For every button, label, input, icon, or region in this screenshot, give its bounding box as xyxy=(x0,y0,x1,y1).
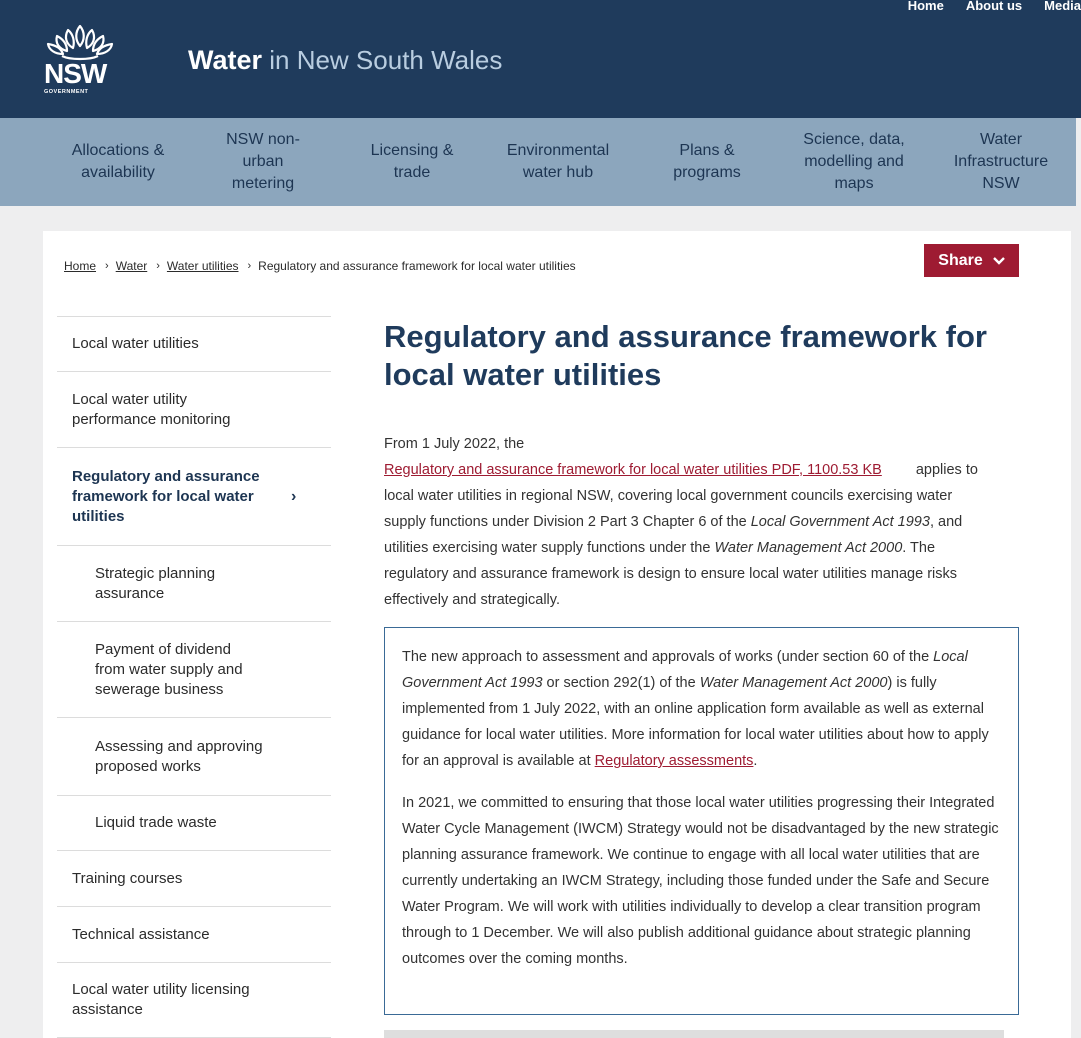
utility-nav xyxy=(908,0,1081,13)
callout-text: ) is fully implemented from 1 July 2022, with an online application form available as well as external guidance for local water utilities. More information for local water utilities about how to apply for an approval is available at xyxy=(402,675,989,769)
nav-item-label: Water xyxy=(979,131,1023,148)
share-button-label: Share xyxy=(938,251,983,269)
nav-item-environmental[interactable] xyxy=(491,118,625,206)
sidebar-item-label: proposed works xyxy=(95,757,201,775)
site-title[interactable] xyxy=(188,45,502,76)
site-title-light: in New South Wales xyxy=(262,45,503,75)
sidebar-item-label: Technical assistance xyxy=(72,925,210,943)
nav-item-label: maps xyxy=(834,175,874,192)
intro-text: . The regulatory and assurance framework is design to ensure local water utilities manage risks effectively and strategically. xyxy=(384,540,958,608)
nav-item-label: Allocations & xyxy=(71,142,165,159)
utility-link-home[interactable]: Home xyxy=(907,0,944,13)
site-header xyxy=(0,0,1081,118)
sidebar-item-liquid-trade-waste[interactable] xyxy=(57,795,331,850)
sidebar-item-label: sewerage business xyxy=(95,680,224,698)
nav-item-label: Licensing & xyxy=(370,142,454,159)
sidebar-item-label: Local water utility xyxy=(72,390,188,408)
text-line-fragment xyxy=(384,1028,1004,1038)
sidebar-item-label: utilities xyxy=(72,507,125,525)
sidebar-item-label: Strategic planning xyxy=(95,564,216,582)
regulatory-assessments-link[interactable]: Regulatory assessments xyxy=(594,753,754,769)
sidebar-item-label: Assessing and approving xyxy=(95,737,263,755)
callout-text: or section 292(1) of the xyxy=(542,675,700,691)
intro-text: From 1 July 2022, the xyxy=(384,436,525,452)
utility-link-media[interactable]: Media xyxy=(1044,0,1081,13)
sidebar-item-regulatory-framework[interactable] xyxy=(57,447,331,545)
waratah-icon xyxy=(42,22,118,62)
nav-item-label: trade xyxy=(393,164,431,181)
nav-item-label: NSW non- xyxy=(226,131,300,148)
callout-act-name: Local Government Act 1993 xyxy=(402,649,968,691)
breadcrumb xyxy=(64,259,576,273)
nav-item-label: availability xyxy=(81,164,155,181)
chevron-right-icon: › xyxy=(156,260,160,272)
sidebar-item-licensing-assistance[interactable] xyxy=(57,962,331,1038)
chevron-down-icon xyxy=(993,257,1005,265)
cut-off-paragraph xyxy=(384,1028,1024,1038)
sidebar-item-label: performance monitoring xyxy=(72,410,231,428)
logo-subtitle: GOVERNMENT xyxy=(44,89,89,95)
nav-item-science[interactable] xyxy=(786,118,922,206)
nav-item-label: Infrastructure xyxy=(953,153,1049,170)
sidebar-item-label: assistance xyxy=(72,1001,143,1018)
logo-abbreviation: NSW xyxy=(44,58,107,89)
nav-item-label: modelling and xyxy=(804,153,904,170)
main-nav xyxy=(0,118,1076,206)
sidebar-item-label: Training courses xyxy=(72,869,183,887)
sidebar-item-label: Local water utility licensing xyxy=(72,981,250,998)
nav-item-label: water hub xyxy=(522,164,594,181)
sidebar-item-label: framework for local water xyxy=(72,487,254,505)
callout-box xyxy=(384,627,1019,1015)
breadcrumb-home[interactable]: Home xyxy=(64,259,97,273)
utility-link-about[interactable]: About us xyxy=(965,0,1023,13)
intro-paragraph xyxy=(384,431,994,613)
nav-item-allocations[interactable] xyxy=(58,118,178,206)
breadcrumb-current: Regulatory and assurance framework for local water utilities xyxy=(258,259,576,273)
breadcrumb-water[interactable]: Water xyxy=(115,259,148,273)
site-title-strong: Water xyxy=(188,45,263,75)
sidebar-item-payment-of-dividend[interactable] xyxy=(57,621,331,717)
sidebar-item-label: Regulatory and assurance xyxy=(72,467,260,485)
intro-act-name: Water Management Act 2000 xyxy=(714,540,903,556)
intro-text: applies to local water utilities in regional NSW, covering local government councils exercising water supply functions under Division 2 Part 3 Chapter 6 of the xyxy=(384,462,978,530)
nsw-government-logo[interactable] xyxy=(42,22,118,102)
sidebar-item-training-courses[interactable] xyxy=(57,850,331,906)
sidebar-item-assessing-works[interactable] xyxy=(57,717,331,795)
sidebar-item-technical-assistance[interactable] xyxy=(57,906,331,962)
sidebar-item-performance-monitoring[interactable] xyxy=(57,371,331,447)
intro-text: , and utilities exercising water supply functions under the xyxy=(384,514,963,556)
chevron-right-icon: › xyxy=(105,260,109,272)
sidebar-item-label: Liquid trade waste xyxy=(95,814,217,831)
nav-item-label: programs xyxy=(673,164,741,181)
share-button[interactable] xyxy=(924,244,1019,277)
callout-text: The new approach to assessment and approvals of works (under section 60 of the xyxy=(402,649,934,665)
nav-item-metering[interactable] xyxy=(205,118,321,206)
sidebar-item-label: assurance xyxy=(95,584,165,602)
nav-item-label: Science, data, xyxy=(803,131,905,148)
nav-item-infrastructure[interactable] xyxy=(940,118,1062,206)
nav-item-licensing[interactable] xyxy=(352,118,472,206)
sidebar-item-label: from water supply and xyxy=(95,660,243,678)
chevron-right-icon: › xyxy=(247,260,252,272)
page-title: Regulatory and assurance framework for local water utilities xyxy=(384,319,987,392)
framework-pdf-link[interactable]: Regulatory and assurance framework for local water utilities PDF, 1100.53 KB xyxy=(384,462,882,478)
nav-item-label: metering xyxy=(231,175,295,192)
nav-item-label: urban xyxy=(242,153,284,170)
breadcrumb-water-utilities[interactable]: Water utilities xyxy=(166,259,239,273)
callout-paragraph xyxy=(402,644,1000,774)
sidebar-item-label: Payment of dividend xyxy=(95,640,231,658)
chevron-right-icon: › xyxy=(291,487,297,505)
callout-text: . xyxy=(753,753,758,769)
sidebar-item-label: Local water utilities xyxy=(72,335,199,352)
nav-item-plans[interactable] xyxy=(655,118,759,206)
nav-item-label: NSW xyxy=(982,175,1020,192)
nav-item-label: Environmental xyxy=(506,142,610,159)
intro-act-name: Local Government Act 1993 xyxy=(750,514,930,530)
sidebar-item-strategic-planning[interactable] xyxy=(57,545,331,621)
nav-item-label: Plans & xyxy=(679,142,735,159)
sidebar-item-local-water-utilities[interactable] xyxy=(57,316,331,371)
callout-act-name: Water Management Act 2000 xyxy=(699,675,888,691)
callout-paragraph: In 2021, we committed to ensuring that those local water utilities progressing their Integrated Water Cycle Management (IWCM) Strategy would not be disadvantaged by the new strategic planning assurance framework. We continue to engage with all local water utilities that are currently undertaking an IWCM Strategy, including those funded under the Safe and Secure Water Program. We will work with utilities individually to develop a clear transition program through to 1 December. We will also publish additional guidance about strategic planning outcomes over the coming months. xyxy=(402,795,999,967)
